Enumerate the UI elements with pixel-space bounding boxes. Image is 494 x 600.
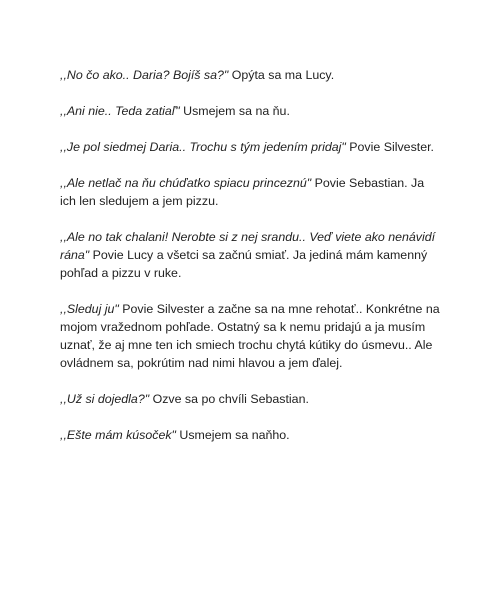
paragraph-7 [60,390,440,408]
dialogue-quote: ,,Je pol siedmej Daria.. Trochu s tým jedením pridaj" [60,140,346,154]
dialogue-quote: ,,Už si dojedla?" [60,392,150,406]
dialogue-quote: ,,Ale no tak chalani! Nerobte si z nej srandu.. Veď viete ako nenávidí rána" [60,230,436,262]
dialogue-quote: ,,Sleduj ju" [60,302,119,316]
narration-text: Povie Lucy a všetci sa začnú smiať. Ja jediná mám kamenný pohľad a pizzu v ruke. [60,248,428,280]
dialogue-quote: ,,Ale netlač na ňu chúďatko spiacu princeznú" [60,176,312,190]
narration-text: Opýta sa ma Lucy. [228,68,335,82]
narration-text: Ozve sa po chvíli Sebastian. [149,392,309,406]
narration-text: Povie Silvester. [345,140,434,154]
paragraph-5 [60,228,440,282]
narration-text: Usmejem sa naňho. [175,428,290,442]
dialogue-quote: ,,No čo ako.. Daria? Bojíš sa?" [60,68,229,82]
document-body [60,66,440,462]
dialogue-quote: ,,Ani nie.. Teda zatiaľ" [60,104,180,118]
paragraph-4 [60,174,440,210]
paragraph-3 [60,138,440,156]
narration-text: Povie Silvester a začne sa na mne rehotať.. Konkrétne na mojom vražednom pohľade. Ostatný sa k nemu pridajú a ja musím uznať, že aj mne ten ich smiech trochu chytá kútiky do úsmevu.. Ale ovládnem sa, pokrútim nad nimi hlavou a jem ďalej. [60,302,440,370]
dialogue-quote: ,,Ešte mám kúsoček" [60,428,176,442]
paragraph-1 [60,66,440,84]
paragraph-2 [60,102,440,120]
narration-text: Usmejem sa na ňu. [179,104,290,118]
paragraph-8 [60,426,440,444]
paragraph-6 [60,300,440,372]
narration-text: Povie Sebastian. Ja ich len sledujem a jem pizzu. [60,176,425,208]
